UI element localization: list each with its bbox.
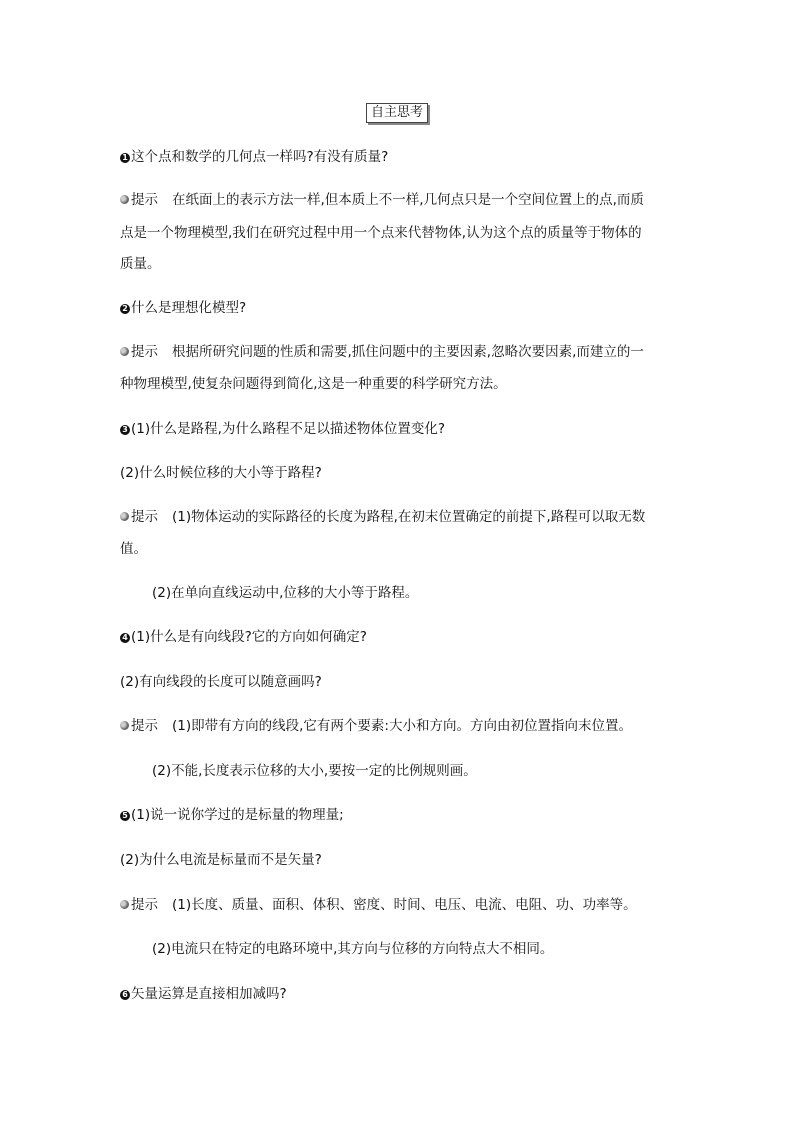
hint-label: 提示: [131, 192, 158, 208]
question-4-part-2: (2)有向线段的长度可以随意画吗?: [120, 674, 322, 690]
hint-label: 提示: [131, 897, 158, 913]
hint-icon: [120, 721, 129, 730]
answer-1-line-2: 点是一个物理模型,我们在研究过程中用一个点来代替物体,认为这个点的质量等于物体的: [120, 225, 642, 241]
question-5: 5 (1)说一说你学过的是标量的物理量;: [120, 806, 344, 824]
number-badge-icon: 2: [120, 304, 130, 314]
answer-1-line-3: 质量。: [120, 256, 161, 272]
number-badge-icon: 3: [120, 425, 130, 435]
answer-5-line-1: 提示 (1)长度、质量、面积、体积、密度、时间、电压、电流、电阻、功、功率等。: [120, 896, 637, 914]
hint-label: 提示: [131, 509, 158, 525]
question-2: 2 什么是理想化模型?: [120, 299, 246, 317]
section-title: 自主思考: [366, 103, 428, 123]
answer-4-line-2: (2)不能,长度表示位移的大小,要按一定的比例规则画。: [152, 763, 477, 779]
answer-3-line-3: (2)在单向直线运动中,位移的大小等于路程。: [152, 585, 419, 601]
question-3: 3 (1)什么是路程,为什么路程不足以描述物体位置变化?: [120, 420, 445, 438]
answer-1-line-1: 提示 在纸面上的表示方法一样,但本质上不一样,几何点只是一个空间位置上的点,而质: [120, 191, 644, 209]
hint-label: 提示: [131, 344, 158, 360]
answer-2-line-1: 提示 根据所研究问题的性质和需要,抓住问题中的主要因素,忽略次要因素,而建立的一: [120, 343, 644, 361]
hint-icon: [120, 347, 129, 356]
number-badge-icon: 5: [120, 811, 130, 821]
hint-icon: [120, 512, 129, 521]
question-1: 1 这个点和数学的几何点一样吗?有没有质量?: [120, 148, 388, 166]
answer-5-line-2: (2)电流只在特定的电路环境中,其方向与位移的方向特点大不相同。: [152, 941, 554, 957]
hint-label: 提示: [131, 718, 158, 734]
question-3-part-2: (2)什么时候位移的大小等于路程?: [120, 465, 322, 481]
question-4: 4 (1)什么是有向线段?它的方向如何确定?: [120, 628, 367, 646]
hint-icon: [120, 900, 129, 909]
answer-3-line-2: 值。: [120, 541, 147, 557]
answer-4-line-1: 提示 (1)即带有方向的线段,它有两个要素:大小和方向。方向由初位置指向末位置。: [120, 717, 632, 735]
number-badge-icon: 6: [120, 990, 130, 1000]
question-5-part-2: (2)为什么电流是标量而不是矢量?: [120, 852, 322, 868]
number-badge-icon: 1: [120, 153, 130, 163]
number-badge-icon: 4: [120, 633, 130, 643]
answer-2-line-2: 种物理模型,使复杂问题得到简化,这是一种重要的科学研究方法。: [120, 376, 507, 392]
hint-icon: [120, 195, 129, 204]
question-6: 6 矢量运算是直接相加减吗?: [120, 985, 287, 1003]
answer-3-line-1: 提示 (1)物体运动的实际路径的长度为路程,在初末位置确定的前提下,路程可以取无数: [120, 508, 645, 526]
